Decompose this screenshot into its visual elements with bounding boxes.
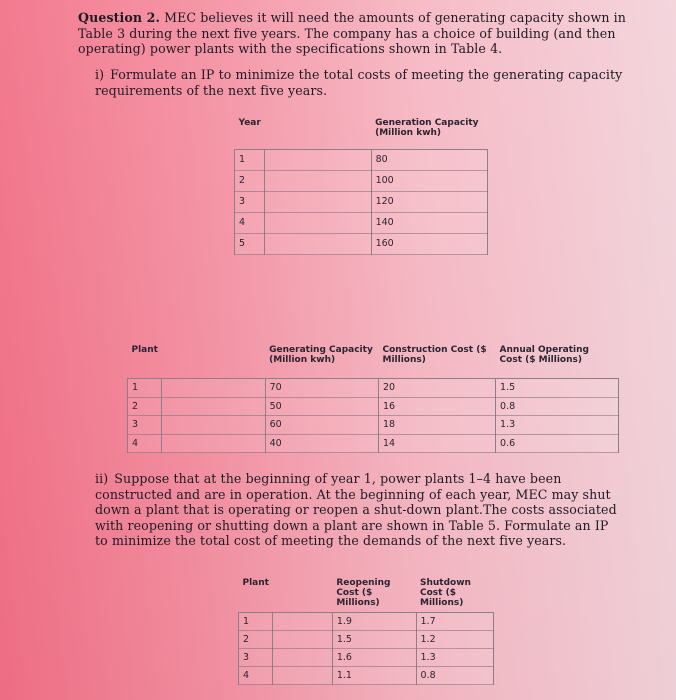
table-cell: 1.2 xyxy=(416,631,493,649)
table-row xyxy=(235,234,488,255)
table-row xyxy=(235,171,488,192)
table-cell: 1.6 xyxy=(332,649,416,667)
table-cell: 2 xyxy=(235,171,265,192)
part-i-text: Formulate an IP to minimize the total costs of meeting the generating capacity requirements of the next five years. xyxy=(95,67,623,98)
table-cell xyxy=(265,150,371,171)
table-cell xyxy=(265,234,371,255)
table-cell: 0.8 xyxy=(496,397,619,416)
table-header-cell: Generating Capacity (Million kwh) xyxy=(269,345,373,365)
table-row xyxy=(128,434,619,453)
table-cell: 14 xyxy=(378,434,495,453)
table-row xyxy=(128,397,619,416)
table-row xyxy=(239,613,494,631)
part-ii-paragraph xyxy=(95,471,625,549)
table-cell xyxy=(273,631,332,649)
table-cell: 80 xyxy=(371,150,487,171)
table-cell: 1 xyxy=(128,379,162,398)
table-cell: 0.6 xyxy=(496,434,619,453)
table-header-cell xyxy=(162,342,265,379)
table-cell xyxy=(162,434,265,453)
table-cell: 1.5 xyxy=(496,379,619,398)
table-cell: 3 xyxy=(239,649,273,667)
table-cell: 4 xyxy=(235,213,265,234)
table-cell: 1.9 xyxy=(332,613,416,631)
table-cell: 0.8 xyxy=(416,667,493,685)
table-cell: 4 xyxy=(239,667,273,685)
table-header-cell: Annual Operating Cost ($ Millions) xyxy=(499,345,589,365)
table-cell: 16 xyxy=(378,397,495,416)
table-cell xyxy=(265,192,371,213)
table-cell: 50 xyxy=(265,397,378,416)
table-cell xyxy=(273,667,332,685)
table-row xyxy=(235,213,488,234)
table-row xyxy=(239,649,494,667)
table-cell: 140 xyxy=(371,213,487,234)
table-header-cell xyxy=(265,115,371,150)
table-cell: 120 xyxy=(371,192,487,213)
question-paragraph xyxy=(78,10,626,57)
table-header-cell: Year xyxy=(238,118,261,128)
table-cell: 1.7 xyxy=(416,613,493,631)
table-cell: 20 xyxy=(378,379,495,398)
table-header-row xyxy=(239,575,494,613)
table-row xyxy=(239,667,494,685)
table-cell: 1.3 xyxy=(496,416,619,435)
table-cell: 60 xyxy=(265,416,378,435)
table-header-cell: Generation Capacity (Million kwh) xyxy=(375,118,479,138)
table-row xyxy=(235,192,488,213)
part-i-label: i) xyxy=(95,67,105,82)
table-cell xyxy=(265,171,371,192)
table-cell: 70 xyxy=(265,379,378,398)
question-text: MEC believes it will need the amounts of generating capacity shown in Table 3 during the next five years. The company has a choice of building (and then operating) power plants with the specifications shown in Table 4. xyxy=(78,10,626,56)
table-cell: 1 xyxy=(239,613,273,631)
table-cell: 2 xyxy=(128,397,162,416)
table-header-cell: Plant xyxy=(131,345,158,355)
table-cell xyxy=(162,379,265,398)
table-cell: 1 xyxy=(235,150,265,171)
table-cell xyxy=(162,397,265,416)
table-header-cell: Reopening Cost ($ Millions) xyxy=(336,578,391,608)
table-cell: 40 xyxy=(265,434,378,453)
table-row xyxy=(235,150,488,171)
table-row xyxy=(128,379,619,398)
table-cell: 5 xyxy=(235,234,265,255)
table-cell: 3 xyxy=(235,192,265,213)
table-cell: 1.1 xyxy=(332,667,416,685)
table-cell: 3 xyxy=(128,416,162,435)
table-cell xyxy=(162,416,265,435)
table-header-row xyxy=(128,342,619,379)
reopen-shutdown-cost-table xyxy=(238,575,494,685)
table-cell xyxy=(273,613,332,631)
part-ii-label: ii) xyxy=(95,471,109,486)
table-header-row xyxy=(235,115,488,150)
table-header-cell: Plant xyxy=(242,578,269,588)
table-cell: 160 xyxy=(371,234,487,255)
table-cell: 1.3 xyxy=(416,649,493,667)
plant-specifications-table xyxy=(127,342,619,453)
part-ii-text: Suppose that at the beginning of year 1, power plants 1–4 have been constructed and are in operation. At the beginning of each year, MEC may shut down a plant that is operating or reopen a shut-down plant.The costs associated with reopening or shutting down a plant are shown in Table 5. Formulate an IP to minimize the total cost of meeting the demands of the next five years. xyxy=(95,471,617,548)
table-cell xyxy=(265,213,371,234)
question-number: Question 2. xyxy=(78,10,161,25)
part-i-paragraph xyxy=(95,67,623,98)
table-header-cell: Shutdown Cost ($ Millions) xyxy=(420,578,471,608)
table-cell: 4 xyxy=(128,434,162,453)
table-cell: 2 xyxy=(239,631,273,649)
generation-capacity-table xyxy=(234,115,488,255)
table-header-cell: Construction Cost ($ Millions) xyxy=(382,345,487,365)
table-header-cell xyxy=(273,575,332,613)
table-cell: 18 xyxy=(378,416,495,435)
table-row xyxy=(239,631,494,649)
table-row xyxy=(128,416,619,435)
table-cell: 1.5 xyxy=(332,631,416,649)
table-cell: 100 xyxy=(371,171,487,192)
table-cell xyxy=(273,649,332,667)
